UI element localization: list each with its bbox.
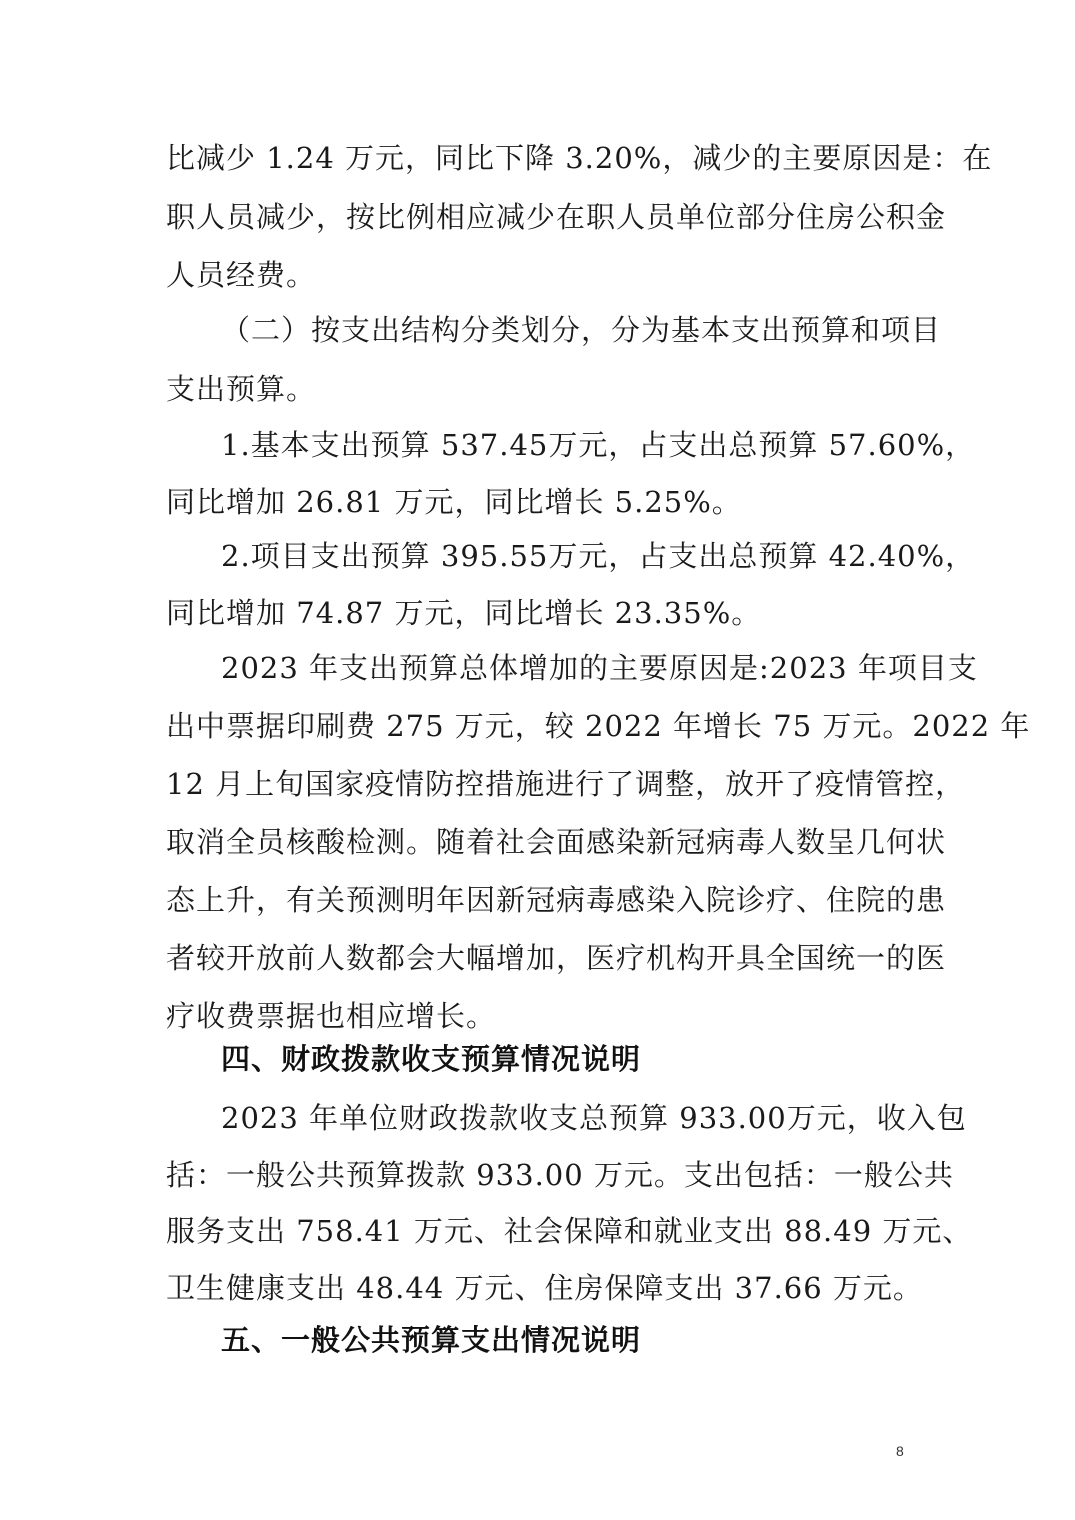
body-text-line: 同比增加 74.87 万元，同比增长 23.35%。 bbox=[166, 596, 762, 630]
body-text-line: 2.项目支出预算 395.55万元，占支出总预算 42.40%， bbox=[221, 539, 976, 573]
body-text-line: 取消全员核酸检测。随着社会面感染新冠病毒人数呈几何状 bbox=[166, 825, 947, 859]
body-text-line: 职人员减少，按比例相应减少在职人员单位部分住房公积金 bbox=[166, 200, 947, 234]
section-heading: 五、一般公共预算支出情况说明 bbox=[221, 1323, 642, 1357]
body-text-line: （二）按支出结构分类划分，分为基本支出预算和项目 bbox=[221, 313, 942, 347]
body-text-line: 支出预算。 bbox=[166, 372, 317, 406]
body-text-line: 12 月上旬国家疫情防控措施进行了调整，放开了疫情管控， bbox=[166, 767, 966, 801]
body-text-line: 服务支出 758.41 万元、社会保障和就业支出 88.49 万元、 bbox=[166, 1214, 973, 1248]
body-text-line: 态上升，有关预测明年因新冠病毒感染入院诊疗、住院的患 bbox=[166, 883, 947, 917]
body-text-line: 卫生健康支出 48.44 万元、住房保障支出 37.66 万元。 bbox=[166, 1271, 923, 1305]
body-text-line: 1.基本支出预算 537.45万元，占支出总预算 57.60%， bbox=[221, 428, 976, 462]
body-text-line: 比减少 1.24 万元，同比下降 3.20%，减少的主要原因是：在 bbox=[166, 141, 993, 175]
body-text-line: 者较开放前人数都会大幅增加，医疗机构开具全国统一的医 bbox=[166, 941, 947, 975]
body-text-line: 括：一般公共预算拨款 933.00 万元。支出包括：一般公共 bbox=[166, 1158, 954, 1192]
body-text-line: 同比增加 26.81 万元，同比增长 5.25%。 bbox=[166, 485, 742, 519]
section-heading: 四、财政拨款收支预算情况说明 bbox=[221, 1042, 642, 1076]
body-text-line: 2023 年支出预算总体增加的主要原因是:2023 年项目支 bbox=[221, 651, 978, 685]
body-text-line: 疗收费票据也相应增长。 bbox=[166, 999, 497, 1033]
page-number: 8 bbox=[896, 1443, 904, 1459]
body-text-line: 人员经费。 bbox=[166, 258, 317, 292]
body-text-line: 2023 年单位财政拨款收支总预算 933.00万元，收入包 bbox=[221, 1101, 967, 1135]
body-text-line: 出中票据印刷费 275 万元，较 2022 年增长 75 万元。2022 年 bbox=[166, 709, 1031, 743]
